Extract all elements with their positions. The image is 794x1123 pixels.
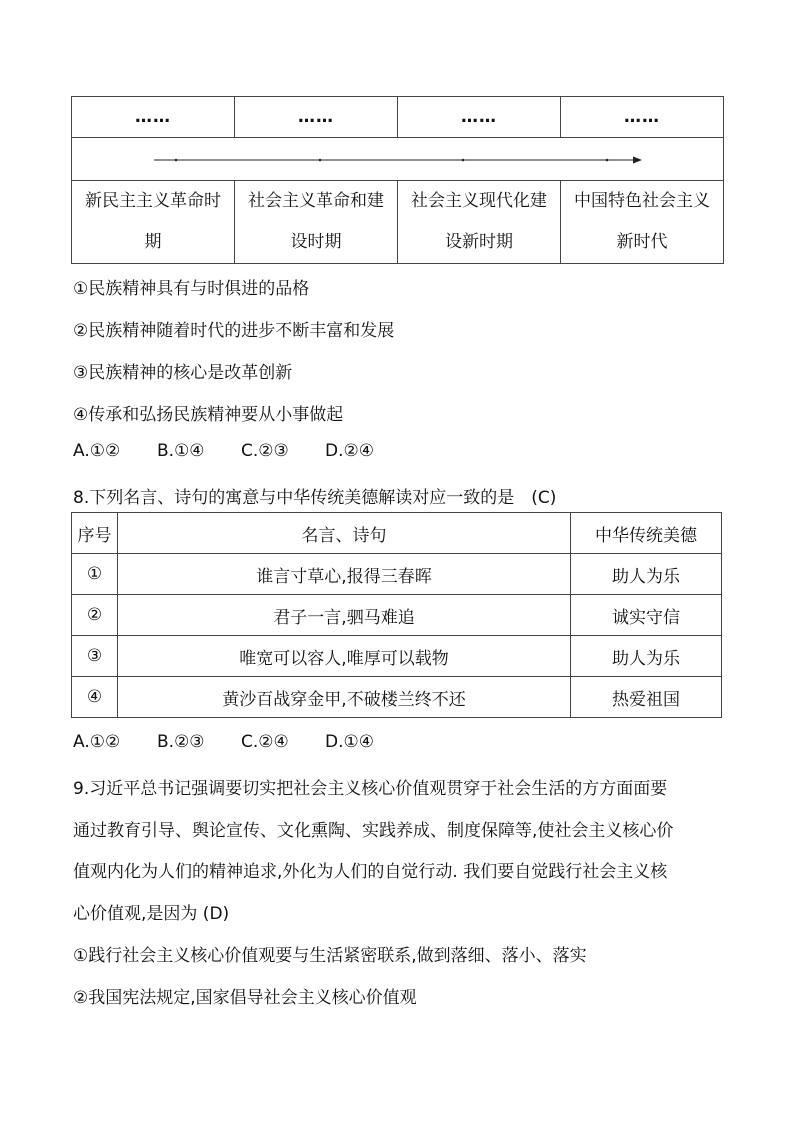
q8-question: 8.下列名言、诗句的寓意与中华传统美德解读对应一致的是 (C) xyxy=(73,488,557,508)
timeline-arrow-cell xyxy=(72,138,724,181)
row-virtue: 诚实守信 xyxy=(571,595,722,636)
timeline-period-cell xyxy=(235,181,398,264)
q7-option: A.①② xyxy=(73,441,121,461)
table-header: 序号 xyxy=(72,513,118,554)
q9-statement: ②我国宪法规定,国家倡导社会主义核心价值观 xyxy=(73,988,417,1008)
row-virtue: 助人为乐 xyxy=(571,636,722,677)
row-quote: 唯宽可以容人,唯厚可以载物 xyxy=(118,636,571,677)
row-number: ① xyxy=(72,554,118,595)
q9-question-line: 值观内化为人们的精神追求,外化为人们的自觉行动. 我们要自觉践行社会主义核 xyxy=(73,862,668,882)
q7-statement: ③民族精神的核心是改革创新 xyxy=(73,363,293,383)
q8-option: D.①④ xyxy=(325,732,374,752)
timeline-dots-cell: …… xyxy=(72,97,235,138)
period-label: 新民主主义革命时期 xyxy=(85,191,221,252)
table-row xyxy=(72,677,722,718)
virtue-table xyxy=(71,512,722,718)
q7-statement: ④传承和弘扬民族精神要从小事做起 xyxy=(73,405,344,425)
table-header: 名言、诗句 xyxy=(118,513,571,554)
q7-option: D.②④ xyxy=(325,441,374,461)
row-number: ④ xyxy=(72,677,118,718)
row-number: ③ xyxy=(72,636,118,677)
timeline-dots-cell: …… xyxy=(561,97,724,138)
table-row xyxy=(72,554,722,595)
q9-statement: ①践行社会主义核心价值观要与生活紧密联系,做到落细、落小、落实 xyxy=(73,946,587,966)
table-row xyxy=(72,595,722,636)
table-row xyxy=(72,636,722,677)
timeline-arrow-icon xyxy=(72,138,723,180)
row-quote: 谁言寸草心,报得三春晖 xyxy=(118,554,571,595)
q8-option: B.②③ xyxy=(157,732,205,752)
q9-question-line: 通过教育引导、舆论宣传、文化熏陶、实践养成、制度保障等,使社会主义核心价 xyxy=(73,821,674,841)
timeline-period-cell xyxy=(561,181,724,264)
table-header: 中华传统美德 xyxy=(571,513,722,554)
q7-statement: ①民族精神具有与时俱进的品格 xyxy=(73,279,310,299)
row-virtue: 热爱祖国 xyxy=(571,677,722,718)
q7-option: C.②③ xyxy=(241,441,289,461)
period-label: 社会主义革命和建设时期 xyxy=(248,191,384,252)
row-quote: 黄沙百战穿金甲,不破楼兰终不还 xyxy=(118,677,571,718)
timeline-dots-cell: …… xyxy=(235,97,398,138)
q8-options xyxy=(73,732,374,752)
q9-question-line: 9.习近平总书记强调要切实把社会主义核心价值观贯穿于社会生活的方方面面要 xyxy=(73,779,668,799)
row-quote: 君子一言,驷马难追 xyxy=(118,595,571,636)
period-label: 中国特色社会主义新时代 xyxy=(574,191,710,252)
period-label: 社会主义现代化建设新时期 xyxy=(411,191,547,252)
q8-option: C.②④ xyxy=(241,732,289,752)
timeline-period-cell xyxy=(72,181,235,264)
q7-statement: ②民族精神随着时代的进步不断丰富和发展 xyxy=(73,321,395,341)
q8-option: A.①② xyxy=(73,732,121,752)
row-number: ② xyxy=(72,595,118,636)
q7-options xyxy=(73,441,374,461)
q9-question-line: 心价值观,是因为 (D) xyxy=(73,904,230,924)
row-virtue: 助人为乐 xyxy=(571,554,722,595)
timeline-table xyxy=(71,96,724,264)
timeline-dots-cell: …… xyxy=(398,97,561,138)
q7-option: B.①④ xyxy=(157,441,205,461)
timeline-period-cell xyxy=(398,181,561,264)
